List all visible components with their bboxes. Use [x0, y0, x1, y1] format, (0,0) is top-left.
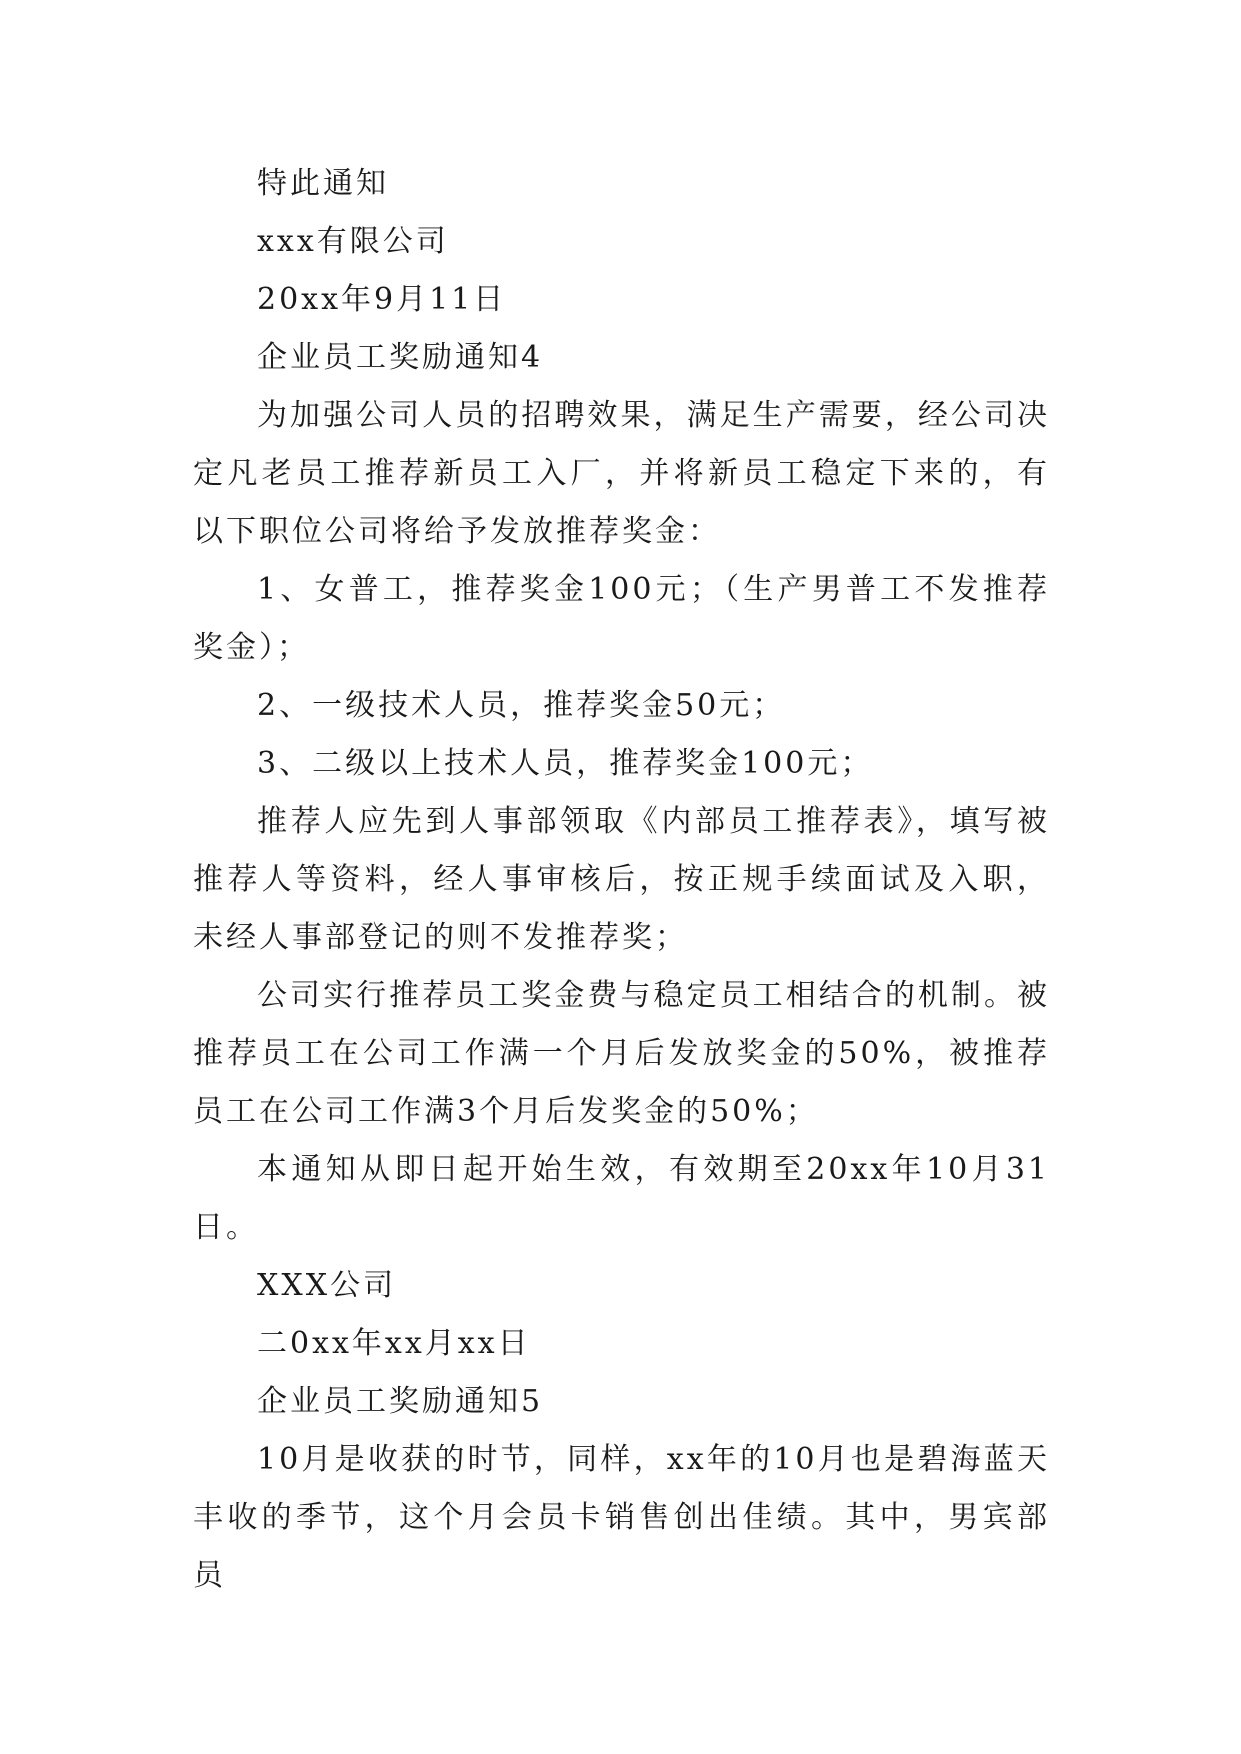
procedure-paragraph: 推荐人应先到人事部领取《内部员工推荐表》，填写被推荐人等资料，经人事审核后，按正规手续面试及入职，未经人事部登记的则不发推荐奖； [193, 804, 1050, 955]
validity-paragraph: 本通知从即日起开始生效，有效期至20xx年10月31日。 [193, 1152, 1050, 1245]
closing-notice: 特此通知 [257, 166, 389, 201]
mechanism-paragraph: 公司实行推荐员工奖金费与稳定员工相结合的机制。被推荐员工在公司工作满一个月后发放奖金的50%，被推荐员工在公司工作满3个月后发奖金的50%； [193, 978, 1050, 1129]
document-body [193, 155, 1050, 1605]
intro-paragraph: 为加强公司人员的招聘效果，满足生产需要，经公司决定凡老员工推荐新员工入厂，并将新员工稳定下来的，有以下职位公司将给予发放推荐奖金： [193, 398, 1050, 549]
section-heading-4: 企业员工奖励通知4 [257, 340, 544, 375]
signature-date: 20xx年9月11日 [257, 282, 507, 317]
company-signature: xxx有限公司 [257, 224, 449, 259]
reward-item-1: 1、女普工，推荐奖金100元；（生产男普工不发推荐奖金）； [193, 572, 1050, 665]
signature-date-2: 二0xx年xx月xx日 [257, 1326, 531, 1361]
reward-item-3: 3、二级以上技术人员，推荐奖金100元； [257, 746, 874, 781]
company-signature-2: XXX公司 [257, 1268, 397, 1303]
section-heading-5: 企业员工奖励通知5 [257, 1384, 544, 1419]
october-paragraph: 10月是收获的时节，同样，xx年的10月也是碧海蓝天丰收的季节，这个月会员卡销售创出佳绩。其中，男宾部员 [193, 1442, 1050, 1593]
reward-item-2: 2、一级技术人员，推荐奖金50元； [257, 688, 786, 723]
